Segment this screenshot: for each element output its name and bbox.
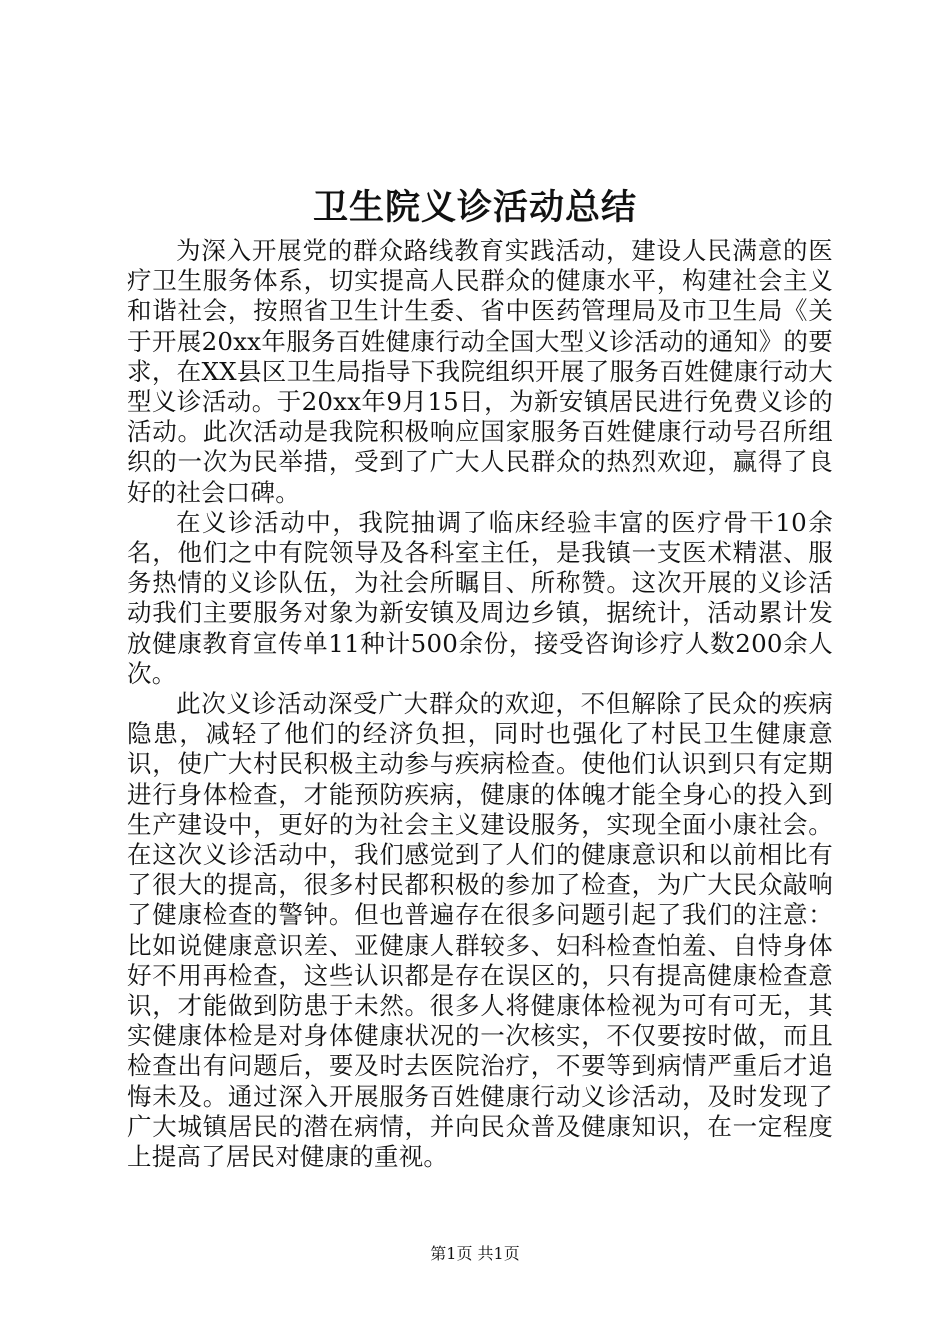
paragraph-effect: 此次义诊活动深受广大群众的欢迎，不但解除了民众的疾病隐患，减轻了他们的经济负担，同时也强化了村民卫生健康意识，使广大村民积极主动参与疾病检查。使他们认识到只有定期进行身体检查，才能预防疾病，健康的体魄才能全身心的投入到生产建设中，更好的为社会主义建设服务，实现全面小康社会。在这次义诊活动中，我们感觉到了人们的健康意识和以前相比有了很大的提高，很多村民都积极的参加了检查，为广大民众敲响了健康检查的警钟。但也普遍存在很多问题引起了我们的注意：比如说健康意识差、亚健康人群较多、妇科检查怕羞、自恃身体好不用再检查，这些认识都是存在误区的，只有提高健康检查意识，才能做到防患于未然。很多人将健康体检视为可有可无，其实健康体检是对身体健康状况的一次核实，不仅要按时做，而且检查出有问题后，要及时去医院治疗，不要等到病情严重后才追悔未及。通过深入开展服务百姓健康行动义诊活动，及时发现了广大城镇居民的潜在病情，并向民众普及健康知识，在一定程度上提高了居民对健康的重视。 <box>127 689 833 1172</box>
paragraph-activity: 在义诊活动中，我院抽调了临床经验丰富的医疗骨干10余名，他们之中有院领导及各科室主任，是我镇一支医术精湛、服务热情的义诊队伍，为社会所瞩目、所称赞。这次开展的义诊活动我们主要服务对象为新安镇及周边乡镇，据统计，活动累计发放健康教育宣传单11种计500余份，接受咨询诊疗人数200余人次。 <box>127 507 833 688</box>
document-body <box>127 236 833 1172</box>
document-title: 卫生院义诊活动总结 <box>312 187 637 228</box>
page-footer: 第1页 共1页 <box>430 1244 520 1263</box>
paragraph-intro: 为深入开展党的群众路线教育实践活动，建设人民满意的医疗卫生服务体系，切实提高人民群众的健康水平，构建社会主义和谐社会，按照省卫生计生委、省中医药管理局及市卫生局《关于开展20xx年服务百姓健康行动全国大型义诊活动的通知》的要求，在XX县区卫生局指导下我院组织开展了服务百姓健康行动大型义诊活动。于20xx年9月15日，为新安镇居民进行免费义诊的活动。此次活动是我院积极响应国家服务百姓健康行动号召所组织的一次为民举措，受到了广大人民群众的热烈欢迎，赢得了良好的社会口碑。 <box>127 236 833 507</box>
